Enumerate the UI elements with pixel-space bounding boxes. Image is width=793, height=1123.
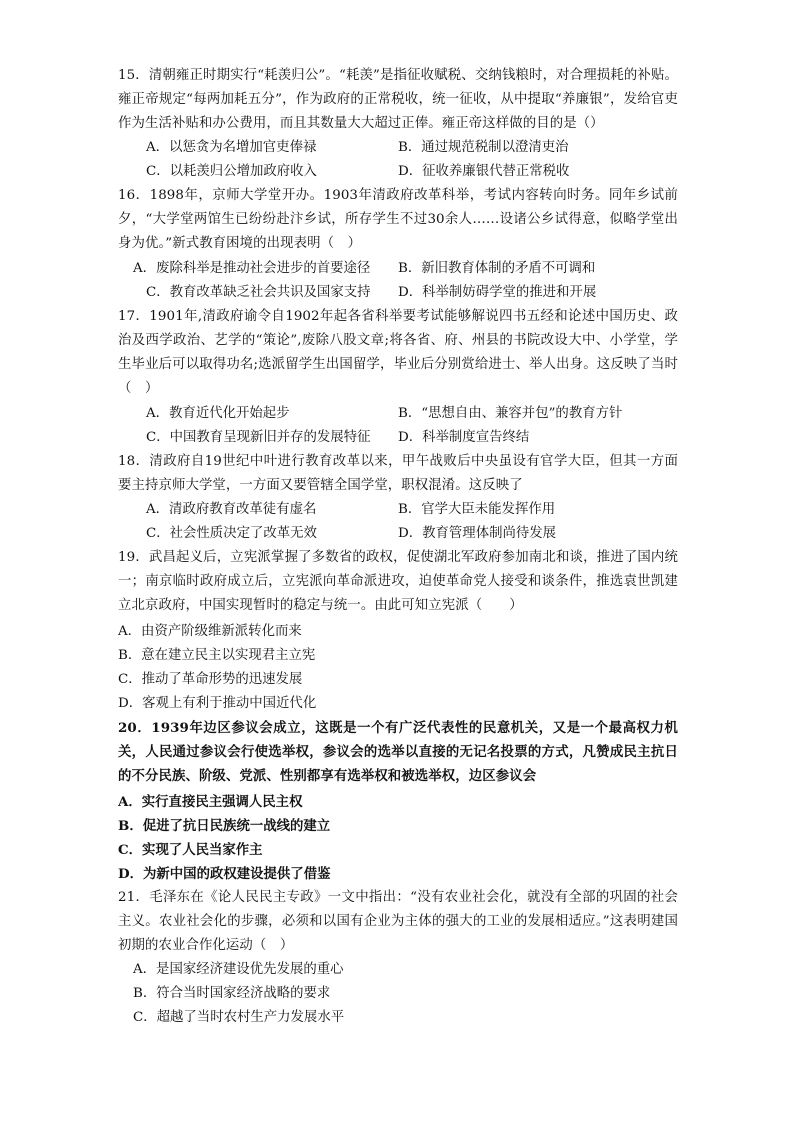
question-15-option-b[interactable]: B．通过规范税制以澄清吏治 <box>398 140 569 155</box>
question-18-option-d[interactable]: D．教育管理体制尚待发展 <box>398 526 557 541</box>
question-19-option-a[interactable]: A．由资产阶级维新派转化而来 <box>118 624 302 639</box>
question-17-option-d[interactable]: D．科举制度宣告终结 <box>398 430 530 445</box>
question-17-stem: 17．1901年,清政府谕令自1902年起各省科举要考试能够解说四书五经和论述中国历史、政治及西学政治、艺学的“策论”,废除八股文章;将各省、府、州县的书院改设大中、小学堂，学生毕业后可以取得功名;选派留学生出国留学，毕业后分别赏给进士、举人出身。这反映了当时（ ） <box>118 309 678 396</box>
question-19-option-d[interactable]: D．客观上有利于推动中国近代化 <box>118 696 317 711</box>
question-16-option-b[interactable]: B．新旧教育体制的矛盾不可调和 <box>398 261 596 276</box>
question-16-option-d[interactable]: D．科举制妨碍学堂的推进和开展 <box>398 285 597 300</box>
question-15-stem: 15．清朝雍正时期实行“耗羡归公”。“耗羡”是指征收赋税、交纳钱粮时，对合理损耗的补贴。雍正帝规定“每两加耗五分”，作为政府的正常税收，统一征收，从中提取“养廉银”，发给官吏作为生活补贴和办公费用，而且其数量大大超过正俸。雍正帝这样做的目的是（） <box>118 68 678 131</box>
question-20-option-c[interactable]: C．实现了人民当家作主 <box>118 842 263 858</box>
question-16-option-c[interactable]: C．教育改革缺乏社会共识及国家支持 <box>146 285 371 300</box>
question-16-stem: 16．1898年，京师大学堂开办。1903年清政府改革科举，考试内容转向时务。同年乡试前夕，“大学堂两馆生已纷纷赴汴乡试，所存学生不过30余人……设诸公乡试得意，似略学堂出身为优。”新式教育困境的出现表明（ ） <box>118 188 678 251</box>
question-18-option-c[interactable]: C．社会性质决定了改革无效 <box>146 526 317 541</box>
question-18-option-b[interactable]: B．官学大臣未能发挥作用 <box>398 502 556 517</box>
question-21-option-b[interactable]: B．符合当时国家经济战略的要求 <box>133 986 331 1001</box>
question-20-option-a[interactable]: A．实行直接民主强调人民主权 <box>118 794 303 810</box>
question-21-option-c[interactable]: C．超越了当时农村生产力发展水平 <box>133 1010 345 1025</box>
question-19-option-b[interactable]: B．意在建立民主以实现君主立宪 <box>118 648 316 663</box>
question-21-stem: 21．毛泽东在《论人民民主专政》一文中指出：“没有农业社会化，就没有全部的巩固的社会主义。农业社会化的步骤，必须和以国有企业为主体的强大的工业的发展相适应。”这表明建国初期的农业合作化运动（ ） <box>118 890 678 953</box>
question-17-option-c[interactable]: C．中国教育呈现新旧并存的发展特征 <box>146 430 371 445</box>
question-18-option-a[interactable]: A．清政府教育改革徒有虚名 <box>146 502 317 517</box>
question-17-option-a[interactable]: A．教育近代化开始起步 <box>146 406 290 421</box>
question-19-option-c[interactable]: C．推动了革命形势的迅速发展 <box>118 672 303 687</box>
question-21-option-a[interactable]: A．是国家经济建设优先发展的重心 <box>133 962 344 977</box>
question-15-option-a[interactable]: A．以惩贪为名增加官吏俸禄 <box>146 140 317 155</box>
question-15-option-c[interactable]: C．以耗羡归公增加政府收入 <box>146 164 317 179</box>
question-20-option-b[interactable]: B．促进了抗日民族统一战线的建立 <box>118 818 331 834</box>
question-18-stem: 18．清政府自19世纪中叶进行教育改革以来，甲午战败后中央虽设有官学大臣，但其一方面要主持京师大学堂，一方面又要管辖全国学堂，职权混淆。这反映了 <box>118 454 678 493</box>
question-16-option-a[interactable]: A．废除科举是推动社会进步的首要途径 <box>133 261 371 276</box>
question-17-option-b[interactable]: B．“思想自由、兼容并包”的教育方针 <box>398 406 623 421</box>
question-20-stem: 20．1939年边区参议会成立，这既是一个有广泛代表性的民意机关，又是一个最高权力机关，人民通过参议会行使选举权，参议会的选举以直接的无记名投票的方式，凡赞成民主抗日的不分民族、阶级、党派、性别都享有选举权和被选举权，边区参议会 <box>118 720 678 784</box>
question-15-option-d[interactable]: D．征收养廉银代替正常税收 <box>398 164 570 179</box>
question-20-option-d[interactable]: D．为新中国的政权建设提供了借鉴 <box>118 866 331 882</box>
question-19-stem: 19．武昌起义后，立宪派掌握了多数省的政权，促使湖北军政府参加南北和谈，推进了国内统一；南京临时政府成立后，立宪派向革命派进攻，迫使革命党人接受和谈条件，推选袁世凯建立北京政府，中国实现暂时的稳定与统一。由此可知立宪派（ ） <box>118 550 678 613</box>
